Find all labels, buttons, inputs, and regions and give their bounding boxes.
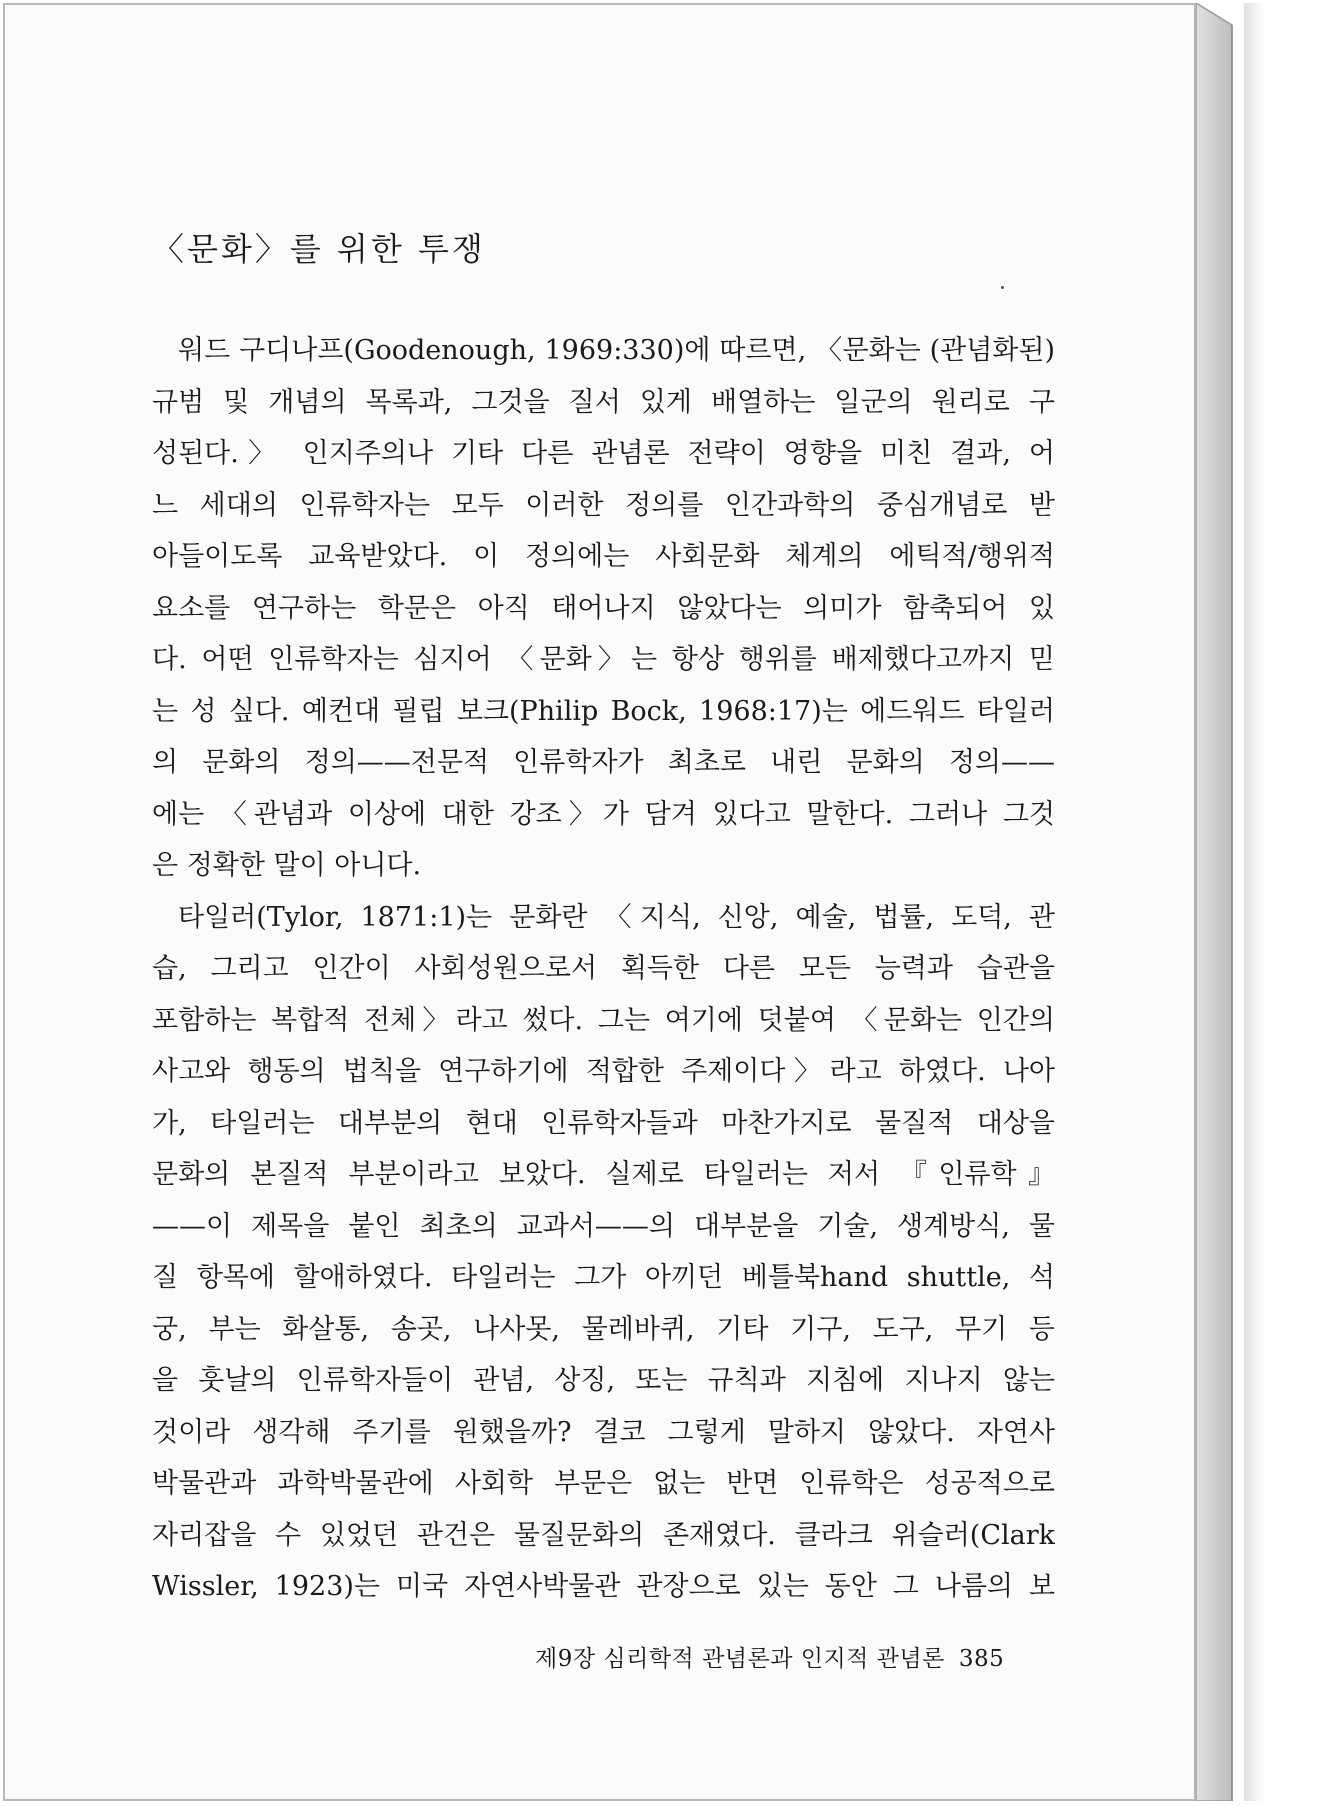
- text-line: 가, 타일러는 대부분의 현대 인류학자들과 마찬가지로 물질적 대상을: [152, 1107, 1055, 1139]
- text-line: 것이라 생각해 주기를 원했을까? 결코 그렇게 말하지 않았다. 자연사: [152, 1416, 1055, 1448]
- page-shadow: [1244, 3, 1264, 1801]
- text-line: 사고와 행동의 법칙을 연구하기에 적합한 주제이다〉라고 하였다. 나아: [152, 1056, 1055, 1087]
- text-line: 의 문화의 정의——전문적 인류학자가 최초로 내린 문화의 정의——: [152, 747, 1055, 778]
- text-line: 아들이도록 교육받았다. 이 정의에는 사회문화 체계의 에틱적/행위적: [152, 541, 1055, 572]
- body-text: [152, 325, 1055, 1613]
- section-title: 〈문화〉를 위한 투쟁: [152, 230, 486, 268]
- print-speck: [1001, 286, 1004, 289]
- text-line: 궁, 부는 화살통, 송곳, 나사못, 물레바퀴, 기타 기구, 도구, 무기 등: [152, 1313, 1055, 1345]
- text-line: ——이 제목을 붙인 최초의 교과서——의 대부분을 기술, 생계방식, 물: [152, 1210, 1055, 1242]
- running-head: 제9장 심리학적 관념론과 인지적 관념론: [535, 1646, 945, 1672]
- text-line: 문화의 본질적 부분이라고 보았다. 실제로 타일러는 저서 『인류학』: [152, 1159, 1055, 1190]
- text-line: 느 세대의 인류학자는 모두 이러한 정의를 인간과학의 중심개념로 받: [152, 489, 1055, 521]
- text-line: 요소를 연구하는 학문은 아직 태어나지 않았다는 의미가 함축되어 있: [152, 592, 1055, 624]
- text-line: 은 정확한 말이 아니다.: [152, 850, 422, 881]
- text-line: 을 훗날의 인류학자들이 관념, 상징, 또는 규칙과 지침에 지나지 않는: [152, 1365, 1055, 1396]
- text-line: 질 항목에 할애하였다. 타일러는 그가 아끼던 베틀북hand shuttle, 석: [152, 1262, 1055, 1293]
- text-line: 규범 및 개념의 목록과, 그것을 질서 있게 배열하는 일군의 원리로 구: [152, 386, 1055, 418]
- text-line: 박물관과 과학박물관에 사회학 부문은 없는 반면 인류학은 성공적으로: [152, 1468, 1055, 1499]
- text-line: 포함하는 복합적 전체〉라고 썼다. 그는 여기에 덧붙여 〈문화는 인간의: [152, 1004, 1055, 1036]
- text-line: 워드 구디나프(Goodenough, 1969:330)에 따르면, 〈문화는 (관념화된): [178, 335, 1055, 366]
- text-line: 다. 어떤 인류학자는 심지어 〈문화〉는 항상 행위를 배제했다고까지 믿: [152, 644, 1055, 675]
- text-line: 는 성 싶다. 예컨대 필립 보크(Philip Bock, 1968:17)는 에드워드 타일러: [152, 695, 1055, 727]
- page-number: 385: [958, 1646, 1005, 1672]
- text-line: 성된다.〉 인지주의나 기타 다른 관념론 전략이 영향을 미친 결과, 어: [152, 438, 1055, 469]
- page-edge-thickness: [1196, 3, 1244, 1801]
- text-line: 타일러(Tylor, 1871:1)는 문화란 〈지식, 신앙, 예술, 법률, 도덕, 관: [178, 901, 1055, 933]
- page-footer: [535, 1640, 1004, 1673]
- text-line: 에는 〈관념과 이상에 대한 강조〉가 담겨 있다고 말한다. 그러나 그것: [152, 798, 1055, 830]
- text-line: Wissler, 1923)는 미국 자연사박물관 관장으로 있는 동안 그 나름의 보: [152, 1571, 1055, 1602]
- text-line: 자리잡을 수 있었던 관건은 물질문화의 존재였다. 클라크 위슬러(Clark: [152, 1519, 1055, 1551]
- text-line: 습, 그리고 인간이 사회성원으로서 획득한 다른 모든 능력과 습관을: [152, 953, 1055, 984]
